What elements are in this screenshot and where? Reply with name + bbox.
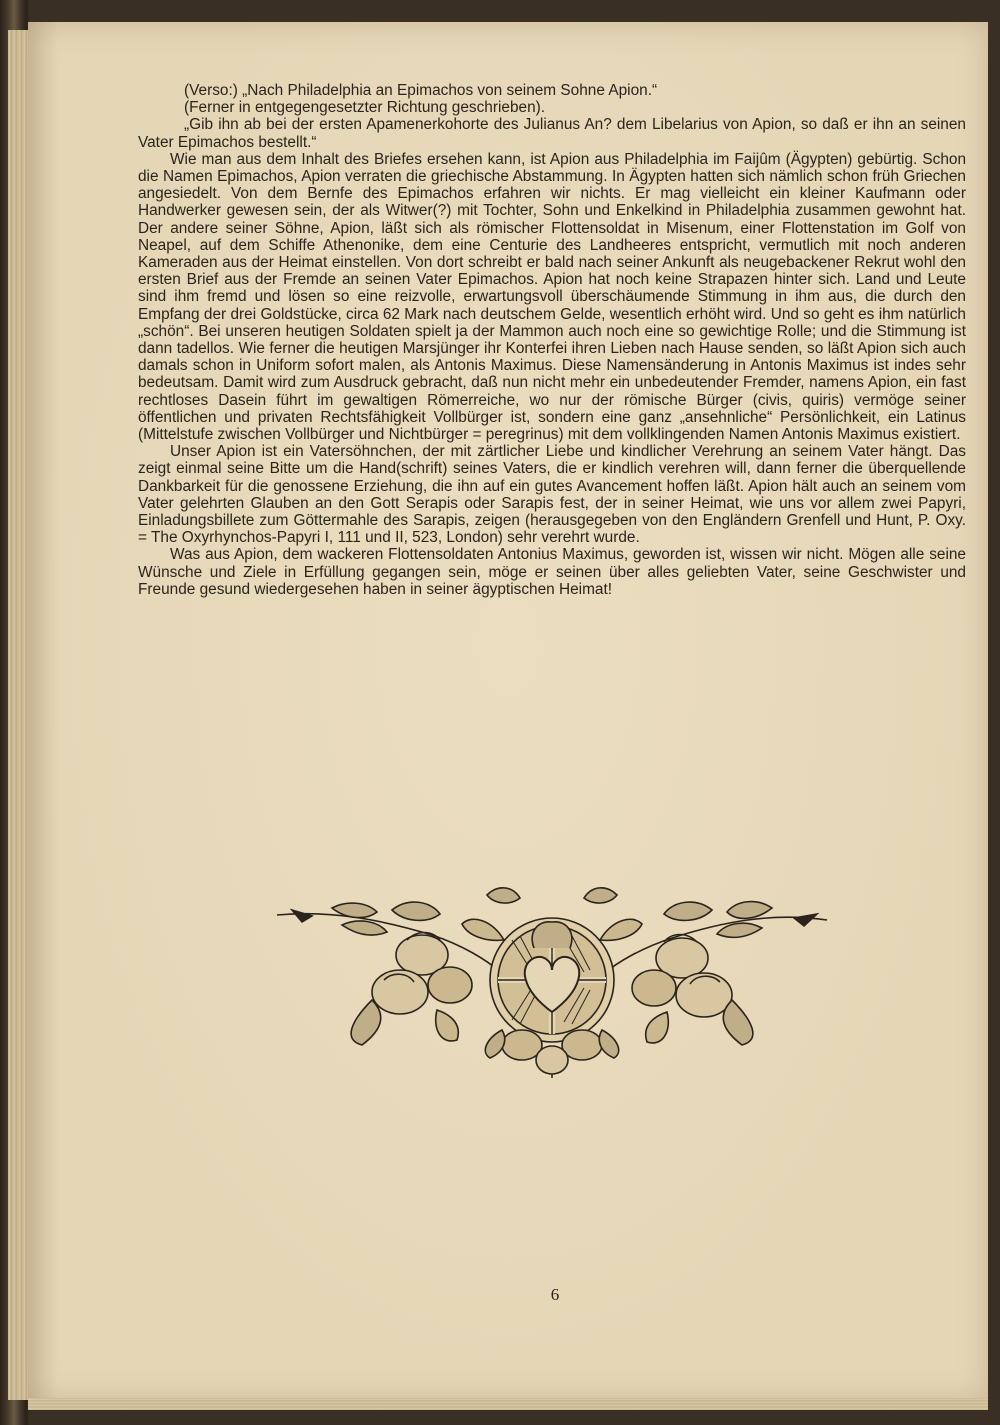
page-stack-edge: [8, 30, 28, 1400]
paragraph-verso-instruction: [138, 116, 966, 150]
paragraph-verso-address: (Verso:) „Nach Philadelphia an Epimachos von seinem Sohne Apion.“: [184, 82, 658, 99]
paragraph-commentary-1: Wie man aus dem Inhalt des Briefes ersehen kann, ist Apion aus Philadelphia im Faijûm (Ägypten) gebürtig. Schon die Namen Epimachos, Apion verraten die griechische Abstammung. In Ägypten hatten sich nämlich schon früh Griechen angesiedelt. Von dem Bernfe des Epimachos erfahren wir nichts. Er mag vielleicht ein kleiner Kaufmann oder Handwerker gewesen sein, der als Witwer(?) mit Tochter, Sohn und Enkelkind in Philadelphia zusammen gewohnt hat. Der andere seiner Söhne, Apion, läßt sich als römischer Flottensoldat in Misenum, einer Flottenstation im Golf von Neapel, auf dem Schiffe Athenonike, dem eine Centurie des Landheeres entspricht, vermutlich mit noch anderen Kameraden aus der Heimat einstellen. Von dort schreibt er bald nach seiner Ankunft als neugebackener Rekrut wohl den ersten Brief aus der Fremde an seinen Vater Epimachos. Apion hat noch keine Strapazen hinter sich. Land und Leute sind ihm fremd und lösen so eine reizvolle, erwartungsvoll überschäumende Stimmung in ihm aus, die durch den Empfang der drei Goldstücke, circa 62 Mark nach deutschem Gelde, wesentlich erhöht wird. Und so geht es ihm natürlich „schön“. Bei unseren heutigen Soldaten spielt ja der Mammon auch noch eine so gewichtige Rolle; und die Stimmung ist dann tadellos. Wie ferner die heutigen Marsjünger ihr Konterfei ihren Lieben nach Hause senden, so läßt Apion sich auch damals schon in Uniform sofort malen, als Antonis Maximus. Diese Namensänderung in Antonis Maximus ist indes sehr bedeutsam. Damit wird zum Ausdruck gebracht, daß nun nicht mehr ein unbedeutender Fremder, namens Apion, ein fast rechtloses Dasein führt im gewaltigen Römerreiche, wo nur der römische Bürger (civis, quiris) vermöge seiner öffentlichen und privaten Rechtsfähigkeit Vollbürger ist, sondern eine ganz „ansehnliche“ Persönlichkeit, ein Latinus (Mittelstufe zwischen Vollbürger und Nichtbürger = peregrinus) mit dem vollklingenden Namen Antonis Maximus existiert.: [138, 150, 966, 444]
floral-vignette-icon: [272, 880, 832, 1080]
paragraph-verso-note: (Ferner in entgegengesetzter Richtung geschrieben).: [184, 99, 546, 117]
page-number: 6: [550, 1285, 560, 1304]
page-stack-bottom-edge: [28, 1398, 988, 1410]
body-text: [138, 82, 966, 598]
paragraph-commentary-2: Unser Apion ist ein Vatersöhnchen, der mit zärtlicher Liebe und kindlicher Verehrung an seinem Vater hängt. Das zeigt einmal seine Bitte um die Hand(schrift) seines Vaters, die er kindlich verehren will, dann ferner die überquellende Dankbarkeit für die genossene Erziehung, die ihn auf ein gutes Avancement hoffen läßt. Apion hält auch an seinem vom Vater gelehrten Glauben an den Gott Serapis oder Sarapis fest, der in seiner Heimat, wie uns vor allem zwei Papyri, Einladungsbillete zum Göttermahle des Sarapis, zeigen (herausgegeben von den Engländern Grenfell und Hunt, P. Oxy. = The Oxyrhynchos-Papyri I, 111 und II, 523, London) sehr verehrt wurde.: [138, 443, 966, 547]
paragraph-commentary-3: Was aus Apion, dem wackeren Flottensoldaten Antonius Maximus, geworden ist, wissen wir nicht. Mögen alle seine Wünsche und Ziele in Erfüllung gegangen sein, möge er seinen über alles geliebten Vater, seine Geschwister und Freunde gesund wiedergesehen haben in seiner ägyptischen Heimat!: [138, 546, 966, 598]
paragraph-verso-instruction-text: „Gib ihn ab bei der ersten Apamenerkohorte des Julianus An? dem Libelarius von Apion, so daß er ihn an seinen Vater Epimachos bestellt.“: [138, 116, 966, 151]
